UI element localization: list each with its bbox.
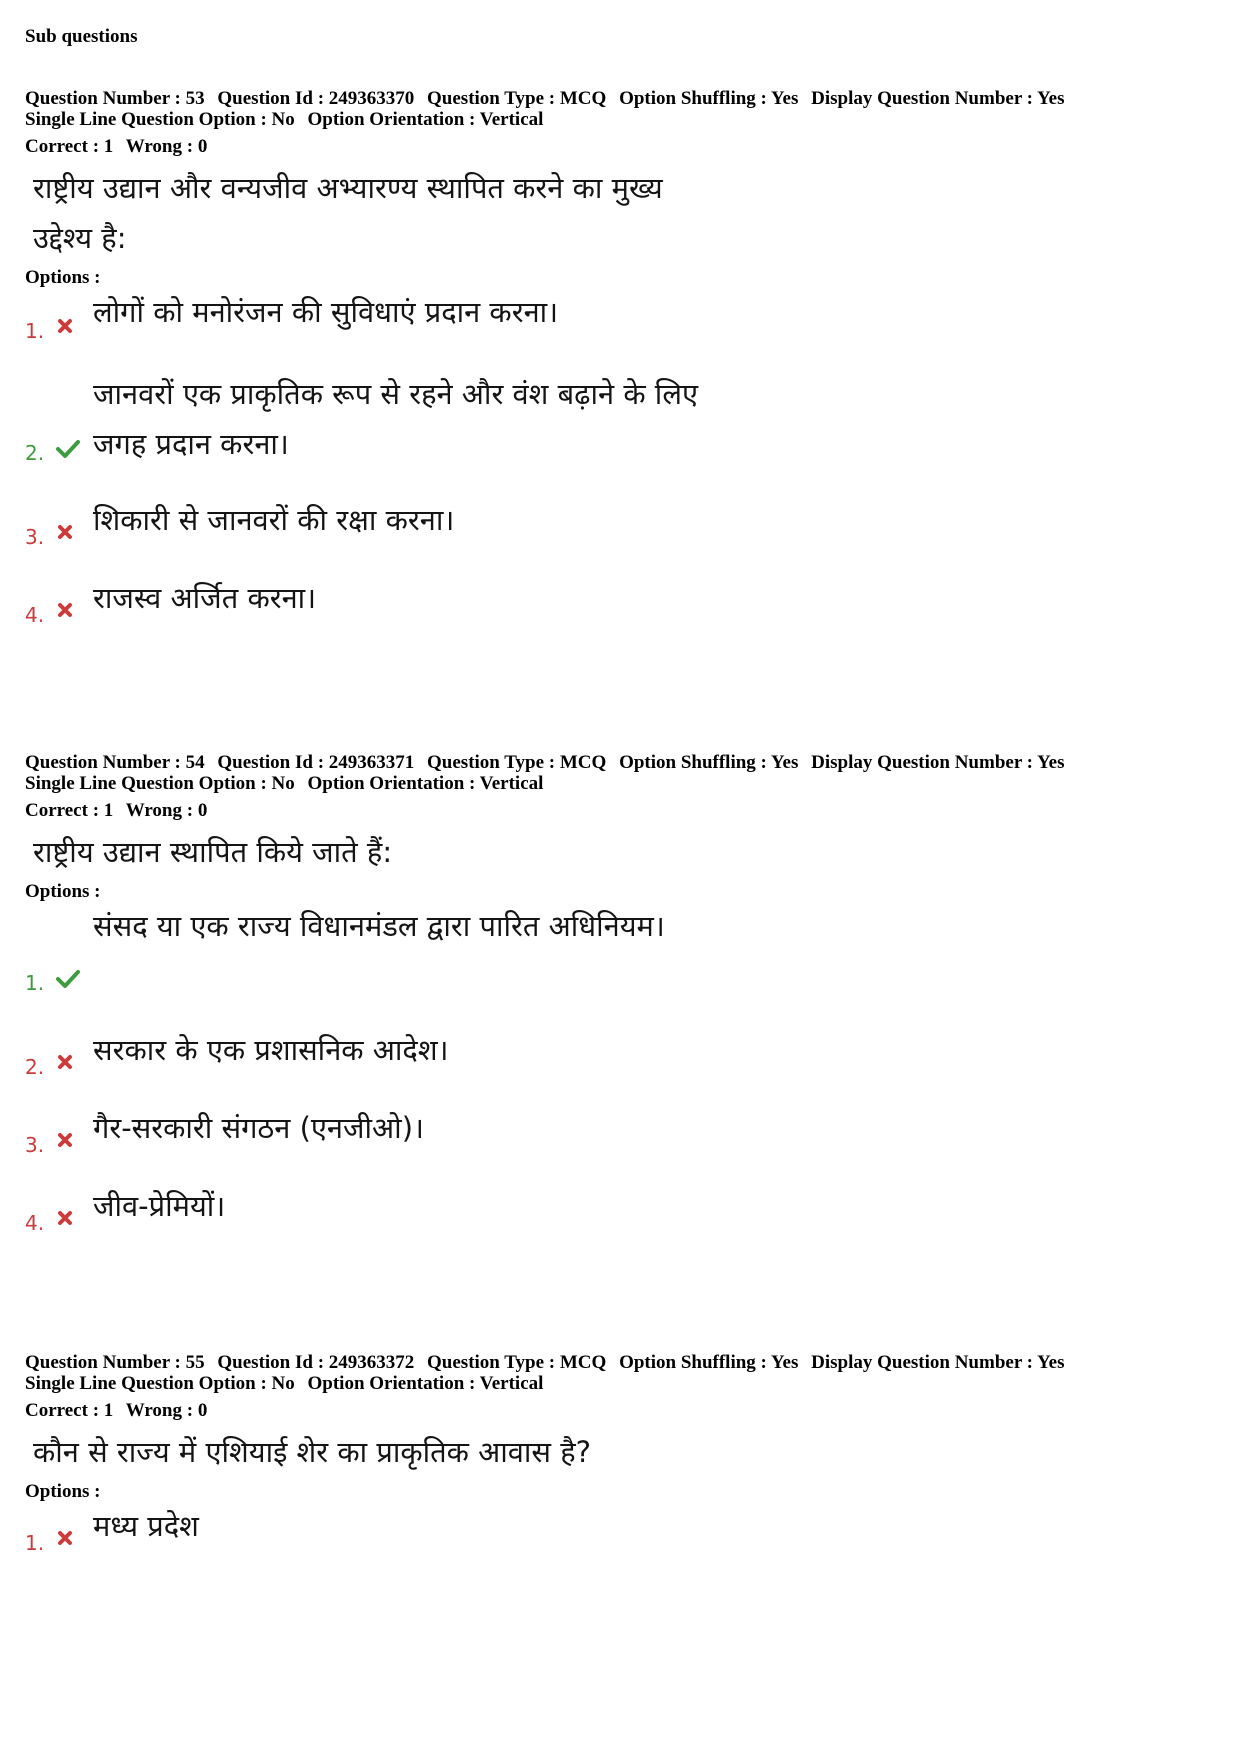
- option-number: 4.: [25, 603, 45, 627]
- option-4: [25, 581, 825, 635]
- cross-icon: [55, 522, 75, 542]
- meta-display-question-number: Display Question Number : Yes: [811, 752, 1065, 773]
- checkmark-icon: [55, 439, 81, 459]
- meta-question-type: Question Type : MCQ: [427, 752, 607, 773]
- cross-icon: [55, 316, 75, 336]
- option-2: [25, 375, 825, 475]
- cross-icon: [55, 1208, 75, 1228]
- option-3: [25, 503, 825, 557]
- section-heading: Sub questions: [25, 26, 138, 47]
- meta-option-shuffling: Option Shuffling : Yes: [619, 752, 799, 773]
- meta-correct-marks: Correct : 1: [25, 1400, 114, 1421]
- question-meta-line2: [25, 773, 1215, 794]
- option-text: जानवरों एक प्राकृतिक रूप से रहने और वंश बढ़ाने के लिए जगह प्रदान करना।: [93, 377, 699, 461]
- meta-single-line-option: Single Line Question Option : No: [25, 1373, 295, 1394]
- meta-question-id: Question Id : 249363372: [217, 1352, 415, 1373]
- option-number: 2.: [25, 441, 45, 465]
- question-meta-line2: [25, 1373, 1215, 1394]
- option-text: सरकार के एक प्रशासनिक आदेश।: [93, 1033, 449, 1067]
- question-text: कौन से राज्य में एशियाई शेर का प्राकृतिक आवास है?: [33, 1435, 592, 1469]
- cross-icon: [55, 1130, 75, 1150]
- meta-single-line-option: Single Line Question Option : No: [25, 109, 295, 130]
- meta-question-id: Question Id : 249363370: [217, 88, 415, 109]
- option-number: 1.: [25, 971, 45, 995]
- question-block-54: [25, 752, 1215, 1283]
- option-text: गैर-सरकारी संगठन (एनजीओ)।: [93, 1111, 425, 1145]
- option-number: 1.: [25, 319, 45, 343]
- option-1: [25, 289, 825, 349]
- options-label: Options :: [25, 1481, 101, 1502]
- option-1: [25, 1509, 825, 1563]
- meta-wrong-marks: Wrong : 0: [125, 800, 208, 821]
- option-text: जीव-प्रेमियों।: [93, 1189, 226, 1223]
- option-2: [25, 1033, 825, 1087]
- meta-question-type: Question Type : MCQ: [427, 88, 607, 109]
- question-block-55: [25, 1352, 1215, 1583]
- meta-option-shuffling: Option Shuffling : Yes: [619, 88, 799, 109]
- option-number: 1.: [25, 1531, 45, 1555]
- option-1: [25, 907, 825, 1007]
- option-text: मध्य प्रदेश: [93, 1509, 199, 1543]
- option-text: राजस्व अर्जित करना।: [93, 581, 317, 615]
- meta-correct-marks: Correct : 1: [25, 136, 114, 157]
- option-4: [25, 1189, 825, 1243]
- option-text: संसद या एक राज्य विधानमंडल द्वारा पारित अधिनियम।: [93, 909, 665, 943]
- meta-option-orientation: Option Orientation : Vertical: [307, 109, 544, 130]
- option-number: 3.: [25, 525, 45, 549]
- question-meta-line3: [25, 136, 1215, 157]
- options-label: Options :: [25, 881, 101, 902]
- question-meta-line3: [25, 800, 1215, 821]
- option-text: शिकारी से जानवरों की रक्षा करना।: [93, 503, 455, 537]
- meta-display-question-number: Display Question Number : Yes: [811, 1352, 1065, 1373]
- meta-question-number: Question Number : 55: [25, 1352, 205, 1373]
- meta-question-type: Question Type : MCQ: [427, 1352, 607, 1373]
- cross-icon: [55, 1052, 75, 1072]
- meta-question-number: Question Number : 53: [25, 88, 205, 109]
- cross-icon: [55, 600, 75, 620]
- option-text: लोगों को मनोरंजन की सुविधाएं प्रदान करना।: [93, 295, 559, 329]
- meta-single-line-option: Single Line Question Option : No: [25, 773, 295, 794]
- question-text: राष्ट्रीय उद्यान और वन्यजीव अभ्यारण्य स्थापित करने का मुख्य उद्देश्य है:: [33, 171, 663, 255]
- option-number: 2.: [25, 1055, 45, 1079]
- meta-wrong-marks: Wrong : 0: [125, 1400, 208, 1421]
- cross-icon: [55, 1528, 75, 1548]
- option-3: [25, 1111, 825, 1165]
- options-label: Options :: [25, 267, 101, 288]
- meta-wrong-marks: Wrong : 0: [125, 136, 208, 157]
- meta-correct-marks: Correct : 1: [25, 800, 114, 821]
- meta-option-shuffling: Option Shuffling : Yes: [619, 1352, 799, 1373]
- meta-question-number: Question Number : 54: [25, 752, 205, 773]
- question-meta-line2: [25, 109, 1215, 130]
- question-meta-line3: [25, 1400, 1215, 1421]
- option-number: 3.: [25, 1133, 45, 1157]
- question-block-53: [25, 88, 1215, 669]
- question-meta-line1: [25, 88, 1215, 109]
- question-meta-line1: [25, 752, 1215, 773]
- question-meta-line1: [25, 1352, 1215, 1373]
- meta-option-orientation: Option Orientation : Vertical: [307, 773, 544, 794]
- question-text: राष्ट्रीय उद्यान स्थापित किये जाते हैं:: [33, 835, 393, 869]
- option-number: 4.: [25, 1211, 45, 1235]
- meta-question-id: Question Id : 249363371: [217, 752, 415, 773]
- checkmark-icon: [55, 969, 81, 989]
- meta-display-question-number: Display Question Number : Yes: [811, 88, 1065, 109]
- meta-option-orientation: Option Orientation : Vertical: [307, 1373, 544, 1394]
